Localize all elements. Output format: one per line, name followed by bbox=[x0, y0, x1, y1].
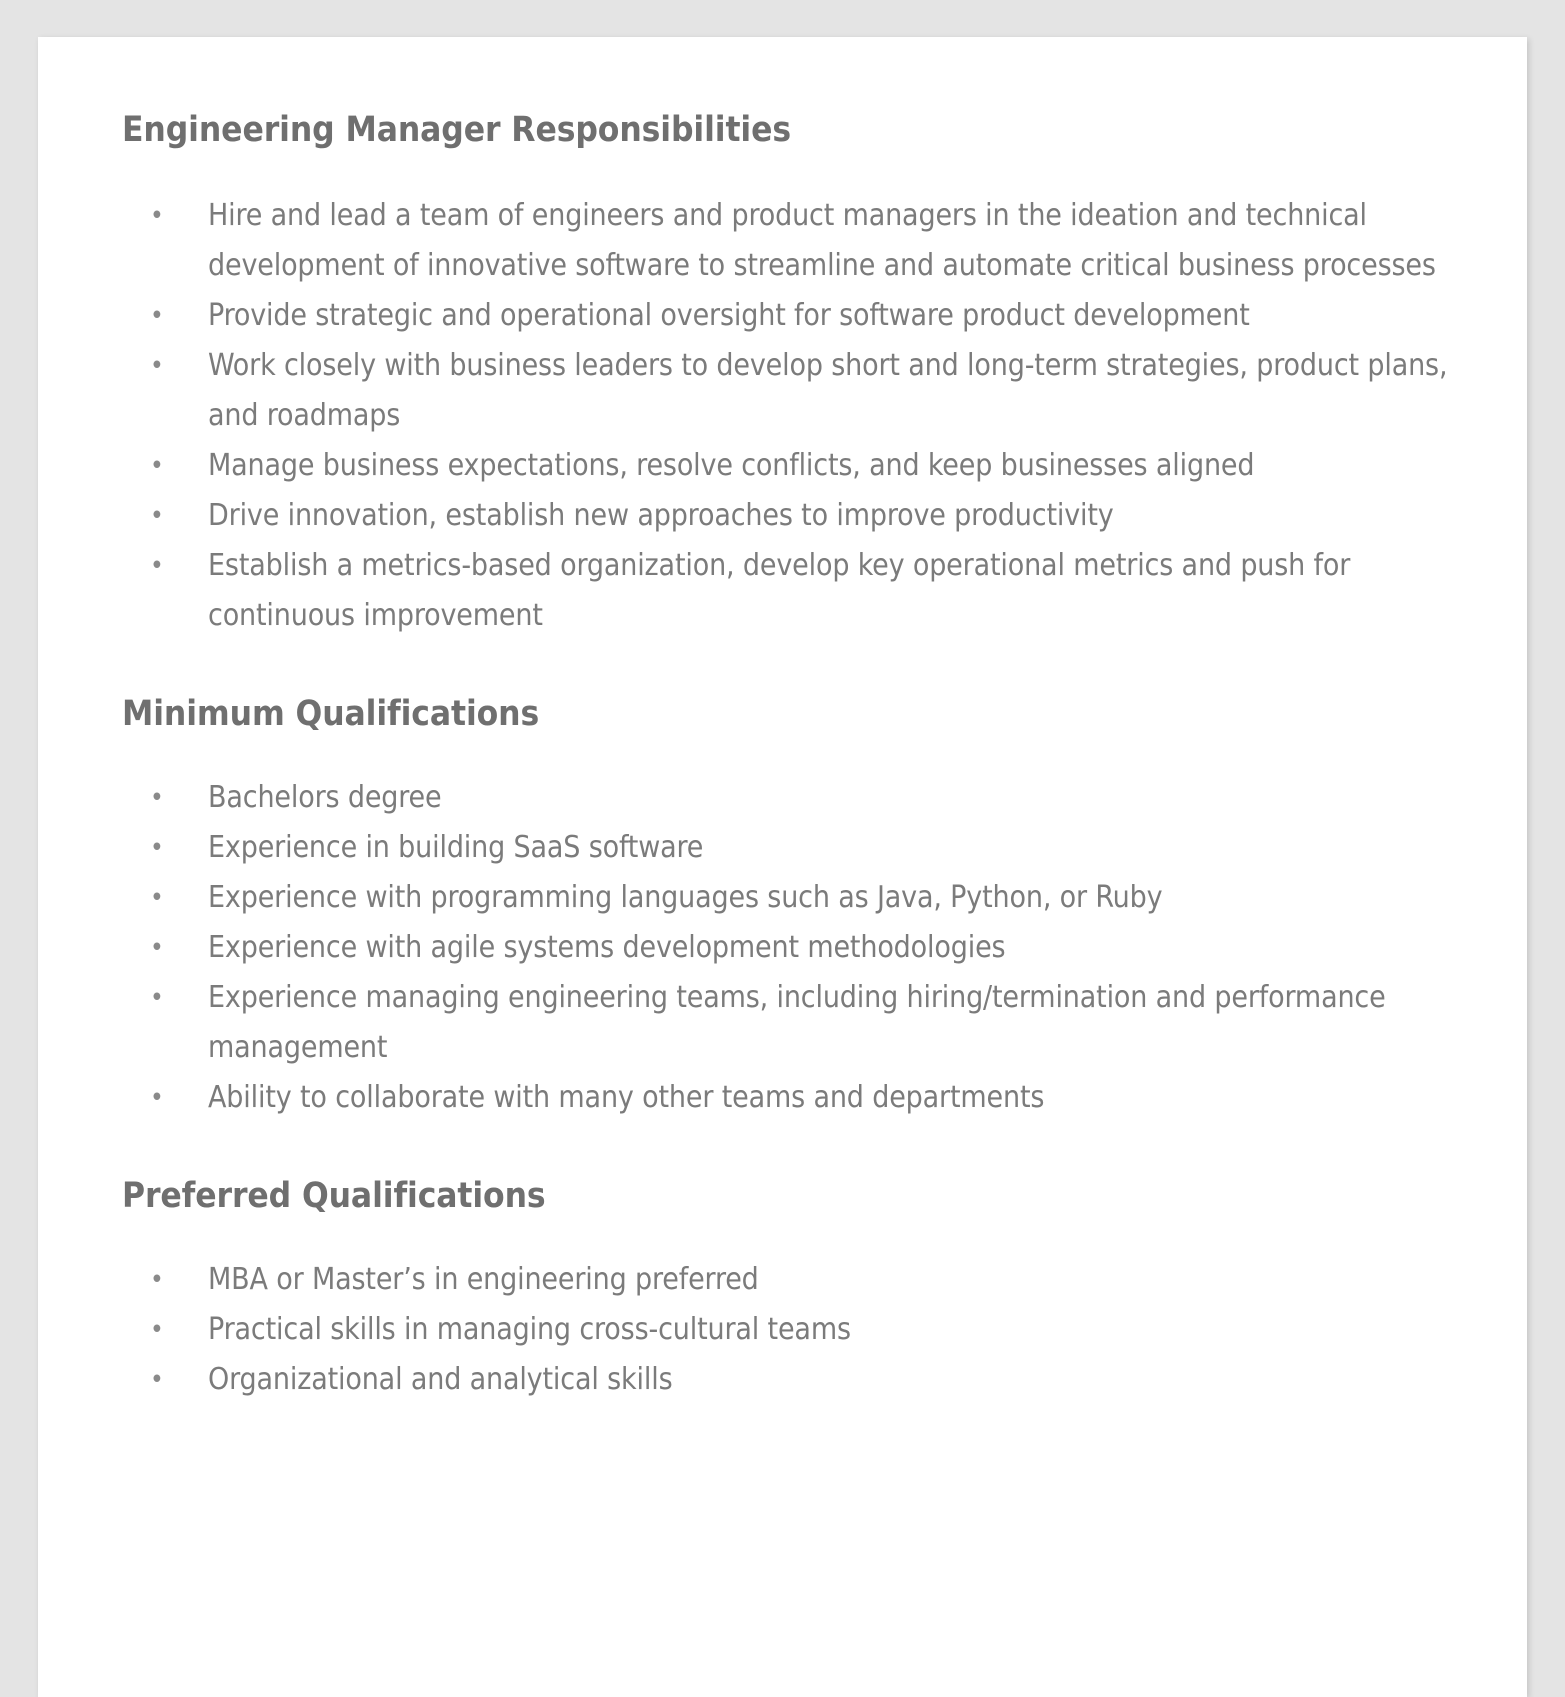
section-minimum-qualifications bbox=[122, 693, 1457, 1123]
list-item bbox=[122, 1355, 1457, 1405]
list-item bbox=[122, 541, 1457, 641]
list-item bbox=[122, 923, 1457, 973]
list-item-text: Experience with programming languages such as Java, Python, or Ruby bbox=[208, 880, 1163, 915]
list-item-text: Work closely with business leaders to develop short and long-term strategies, product plans, and roadmaps bbox=[208, 348, 1448, 433]
bullet-point-icon: • bbox=[150, 301, 164, 331]
bullet-point-icon: • bbox=[150, 833, 164, 863]
bullet-point-icon: • bbox=[150, 1265, 164, 1295]
list-item bbox=[122, 1073, 1457, 1123]
document-body bbox=[38, 37, 1527, 1405]
bullet-point-icon: • bbox=[150, 883, 164, 913]
section-preferred-qualifications bbox=[122, 1175, 1457, 1405]
list-item-text: Bachelors degree bbox=[208, 780, 442, 815]
section-heading-responsibilities: Engineering Manager Responsibilities bbox=[122, 110, 792, 150]
bullet-point-icon: • bbox=[150, 501, 164, 531]
bullet-point-icon: • bbox=[150, 201, 164, 231]
section-heading-minimum-qualifications: Minimum Qualifications bbox=[122, 694, 540, 734]
list-item-text: Experience in building SaaS software bbox=[208, 830, 704, 865]
list-item-text: Ability to collaborate with many other teams and departments bbox=[208, 1080, 1045, 1115]
bullet-point-icon: • bbox=[150, 351, 164, 381]
bullet-point-icon: • bbox=[150, 451, 164, 481]
list-item-text: Organizational and analytical skills bbox=[208, 1362, 673, 1397]
list-item bbox=[122, 773, 1457, 823]
section-heading-preferred-qualifications: Preferred Qualifications bbox=[122, 1176, 546, 1216]
list-item-text: Provide strategic and operational oversight for software product development bbox=[208, 298, 1250, 333]
bullet-point-icon: • bbox=[150, 983, 164, 1013]
list-item bbox=[122, 491, 1457, 541]
list-item bbox=[122, 973, 1457, 1073]
responsibilities-bullet-list bbox=[122, 191, 1457, 641]
list-item bbox=[122, 823, 1457, 873]
list-item bbox=[122, 873, 1457, 923]
list-item-text: Manage business expectations, resolve conflicts, and keep businesses aligned bbox=[208, 448, 1255, 483]
bullet-point-icon: • bbox=[150, 1365, 164, 1395]
bullet-point-icon: • bbox=[150, 1315, 164, 1345]
bullet-point-icon: • bbox=[150, 783, 164, 813]
list-item bbox=[122, 341, 1457, 441]
bullet-point-icon: • bbox=[150, 551, 164, 581]
list-item-text: Hire and lead a team of engineers and product managers in the ideation and technical development of innovative software to streamline and automate critical business processes bbox=[208, 198, 1436, 283]
list-item bbox=[122, 1305, 1457, 1355]
list-item bbox=[122, 291, 1457, 341]
list-item-text: Experience managing engineering teams, including hiring/termination and performance management bbox=[208, 980, 1386, 1065]
list-item-text: MBA or Master’s in engineering preferred bbox=[208, 1262, 759, 1297]
preferred-qualifications-bullet-list bbox=[122, 1255, 1457, 1405]
list-item-text: Experience with agile systems development methodologies bbox=[208, 930, 1006, 965]
bullet-point-icon: • bbox=[150, 1083, 164, 1113]
list-item bbox=[122, 191, 1457, 291]
document-page bbox=[38, 37, 1527, 1697]
section-engineering-manager-responsibilities bbox=[122, 109, 1457, 641]
list-item-text: Establish a metrics-based organization, develop key operational metrics and push for continuous improvement bbox=[208, 548, 1351, 633]
minimum-qualifications-bullet-list bbox=[122, 773, 1457, 1123]
list-item bbox=[122, 441, 1457, 491]
list-item bbox=[122, 1255, 1457, 1305]
list-item-text: Practical skills in managing cross-cultural teams bbox=[208, 1312, 851, 1347]
list-item-text: Drive innovation, establish new approaches to improve productivity bbox=[208, 498, 1114, 533]
bullet-point-icon: • bbox=[150, 933, 164, 963]
